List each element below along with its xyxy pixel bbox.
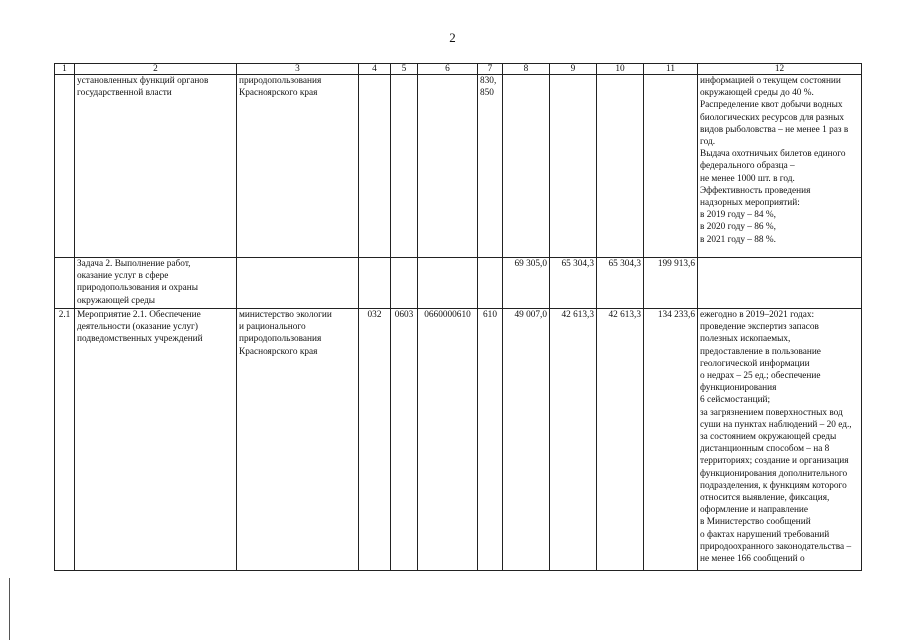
header-cell: 12 (698, 64, 862, 75)
cell-grbs (359, 75, 391, 258)
cell-executor: министерство экологии и рационального природопользования Красноярского края (237, 309, 359, 571)
cell-csr (418, 258, 478, 309)
cell-vr: 610 (478, 309, 503, 571)
cell-total: 134 233,6 (644, 309, 698, 571)
cell-result: информацией о текущем состоянии окружающей среды до 40 %. Распределение квот добычи водных биологических ресурсов для разных видов рыболовства – не менее 1 раз в год. Выдача охотничьих билетов единого федерального образца – не менее 1000 шт. в год. Эффективность проведения надзорных мероприятий: в 2019 году – 84 %, в 2020 году – 86 %, в 2021 году – 88 %. (698, 75, 862, 258)
header-cell: 7 (478, 64, 503, 75)
header-cell: 8 (503, 64, 550, 75)
table-row-continuation (55, 75, 862, 258)
cell-number (55, 75, 75, 258)
cell-2019 (503, 75, 550, 258)
header-cell: 3 (237, 64, 359, 75)
table-row-2-1 (55, 309, 862, 571)
cell-total (644, 75, 698, 258)
cell-number: 2.1 (55, 309, 75, 571)
cell-rzpr: 0603 (391, 309, 418, 571)
cell-rzpr (391, 258, 418, 309)
cell-2020: 65 304,3 (550, 258, 597, 309)
header-cell: 1 (55, 64, 75, 75)
cell-name: установленных функций органов государственной власти (75, 75, 237, 258)
header-cell: 9 (550, 64, 597, 75)
header-cell: 10 (597, 64, 644, 75)
cell-total: 199 913,6 (644, 258, 698, 309)
header-cell: 4 (359, 64, 391, 75)
cell-vr (478, 258, 503, 309)
cell-2020: 42 613,3 (550, 309, 597, 571)
cell-grbs (359, 258, 391, 309)
cell-result: ежегодно в 2019–2021 годах: проведение экспертиз запасов полезных ископаемых, предоставление в пользование геологической информации о недрах – 25 ед.; обеспечение функционирования 6 сейсмостанций; за загрязнением поверхностных вод суши на пунктах наблюдений – 20 ед., за состоянием окружающей среды дистанционным способом – на 8 территориях; создание и организация функционирования дополнительного подразделения, к функциям которого относится выявление, фиксация, оформление и направление в Министерство сообщений о фактах нарушений требований природоохранного законодательства – не менее 166 сообщений о (698, 309, 862, 571)
cell-2019: 69 305,0 (503, 258, 550, 309)
table-row-task-2 (55, 258, 862, 309)
cell-vr: 830, 850 (478, 75, 503, 258)
cell-2020 (550, 75, 597, 258)
cell-2021: 65 304,3 (597, 258, 644, 309)
cell-csr (418, 75, 478, 258)
page-number: 2 (449, 30, 456, 45)
cell-name: Мероприятие 2.1. Обеспечение деятельности (оказание услуг) подведомственных учреждений (75, 309, 237, 571)
cell-name: Задача 2. Выполнение работ, оказание услуг в сфере природопользования и охраны окружающей среды (75, 258, 237, 309)
scan-edge-line (9, 578, 10, 640)
cell-executor: природопользования Красноярского края (237, 75, 359, 258)
header-cell: 11 (644, 64, 698, 75)
cell-2021 (597, 75, 644, 258)
header-cell: 5 (391, 64, 418, 75)
cell-rzpr (391, 75, 418, 258)
header-cell: 6 (418, 64, 478, 75)
cell-2021: 42 613,3 (597, 309, 644, 571)
cell-grbs: 032 (359, 309, 391, 571)
cell-number (55, 258, 75, 309)
header-row (55, 64, 862, 75)
cell-executor (237, 258, 359, 309)
program-table (54, 63, 862, 571)
header-cell: 2 (75, 64, 237, 75)
cell-2019: 49 007,0 (503, 309, 550, 571)
cell-result (698, 258, 862, 309)
cell-csr: 0660000610 (418, 309, 478, 571)
